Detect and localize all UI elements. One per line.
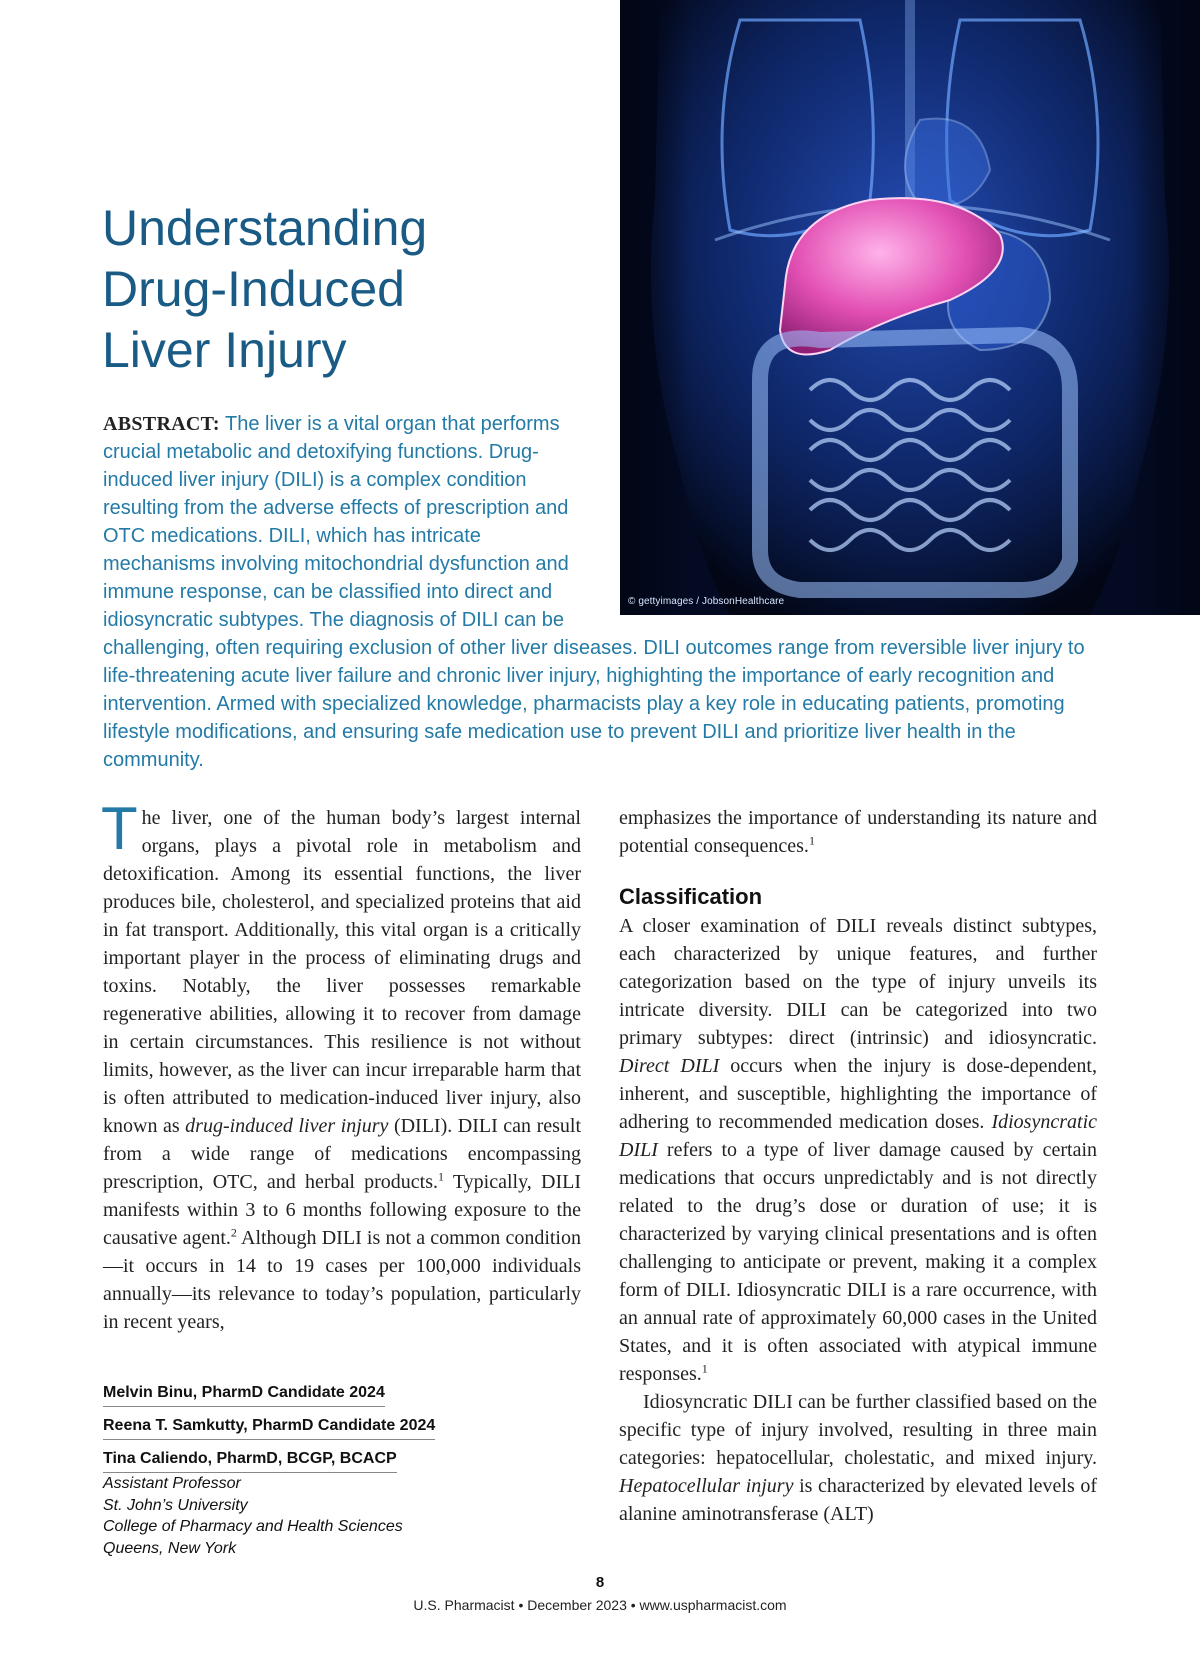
drop-cap: T xyxy=(101,795,138,862)
author-list xyxy=(103,1383,573,1568)
author-college: College of Pharmacy and Health Sciences xyxy=(103,1518,403,1535)
reference-marker: 1 xyxy=(701,1361,708,1376)
reference-marker: 1 xyxy=(808,833,815,848)
author xyxy=(103,1383,573,1407)
author xyxy=(103,1449,573,1559)
body-italic: Idiosyncratic DILI xyxy=(619,1111,1097,1161)
paragraph xyxy=(619,1388,1097,1528)
body-italic: Hepatocellular injury xyxy=(619,1475,794,1497)
title-line-1: Understanding xyxy=(102,200,428,256)
reference-marker: 2 xyxy=(230,1225,237,1240)
body-text: occurs when the injury is dose-dependent, inherent, and susceptible, highlighting the importance of adhering to recommended medication doses. xyxy=(619,1055,1097,1133)
body-text: Although DILI is not a common condition—it occurs in 14 to 19 cases per 100,000 individuals annually—its relevance to today’s population, particularly in recent years, xyxy=(103,1227,581,1333)
author-name: Melvin Binu, PharmD Candidate 2024 xyxy=(103,1383,385,1407)
title-line-2: Drug-Induced xyxy=(102,261,405,317)
body-text: he liver, one of the human body’s largest internal organs, plays a pivotal role in metabolism and detoxification. Among its essential functions, the liver produces bile, cholesterol, and specialized proteins that aid in fat transport. Additionally, this vital organ is a critically important player in the process of eliminating drugs and toxins. Notably, the liver possesses remarkable regenerative abilities, allowing it to recover from damage in certain circumstances. This resilience is not without limits, however, as the liver can incur irreparable harm that is often attributed to medication-induced liver injury, also known as xyxy=(103,807,581,1137)
abstract-label: ABSTRACT: xyxy=(103,413,220,435)
article-title xyxy=(102,198,602,381)
author-name: Reena T. Samkutty, PharmD Candidate 2024 xyxy=(103,1416,435,1440)
body-column-right xyxy=(619,912,1097,1528)
body-text: A closer examination of DILI reveals distinct subtypes, each characterized by unique features, and further categorization based on the type of injury unveils its intricate diversity. DILI can be categorized into two primary subtypes: direct (intrinsic) and idiosyncratic. xyxy=(619,915,1097,1049)
section-heading: Classification xyxy=(619,884,763,909)
author-title: Assistant Professor xyxy=(103,1475,241,1492)
body-italic: drug-induced liver injury xyxy=(185,1115,389,1137)
body-text: Idiosyncratic DILI can be further classified based on the specific type of injury involved, resulting in three main categories: hepatocellular, cholestatic, and mixed injury. xyxy=(619,1391,1097,1469)
body-italic: Direct DILI xyxy=(619,1055,720,1077)
publication-footer: U.S. Pharmacist • December 2023 • www.uspharmacist.com xyxy=(413,1597,787,1613)
author-institution: St. John’s University xyxy=(103,1496,248,1514)
reference-marker: 1 xyxy=(438,1169,445,1184)
body-text: Typically, DILI manifests within 3 to 6 months following exposure to the causative agent. xyxy=(103,1171,581,1249)
paragraph xyxy=(619,912,1097,1388)
body-column-right-continuation xyxy=(619,804,1097,860)
body-text: is characterized by elevated levels of alanine aminotransferase (ALT) xyxy=(619,1475,1098,1525)
body-text: refers to a type of liver damage caused by certain medications that occurs unpredictably and is not directly related to the drug’s dose or duration of use; it is characterized by varying clinical presentations and is often challenging to anticipate or prevent, making it a complex form of DILI. Idiosyncratic DILI is a rare occurrence, with an annual rate of approximately 60,000 cases in the United States, and it is often associated with atypical immune responses. xyxy=(619,1139,1097,1385)
body-text: emphasizes the importance of understanding its nature and potential consequences. xyxy=(619,807,1097,857)
body-text: (DILI). DILI can result from a wide range of medications encompassing prescription, OTC, and herbal products. xyxy=(103,1115,582,1193)
abstract-text: The liver is a vital organ that performs crucial metabolic and detoxifying functions. Drug-induced liver injury (DILI) is a complex condition resulting from the adverse effects of prescription and OTC medications. DILI, which has intricate mechanisms involving mitochondrial dysfunction and immune response, can be classified into direct and idiosyncratic subtypes. The diagnosis of DILI can be challenging, often requiring exclusion of other liver diseases. DILI outcomes range from reversible liver injury to life-threatening acute liver failure and chronic liver injury, highighting the importance of early recognition and intervention. Armed with specialized knowledge, pharmacists play a key role in educating patients, promoting lifestyle modifications, and ensuring safe medication use to prevent DILI and prioritize liver health in the community. xyxy=(103,413,1085,771)
abstract xyxy=(103,410,1108,774)
image-credit: © gettyimages / JobsonHealthcare xyxy=(628,596,785,607)
body-column-left xyxy=(101,795,582,1336)
author xyxy=(103,1416,573,1440)
page-number: 8 xyxy=(595,1574,605,1591)
title-line-3: Liver Injury xyxy=(102,322,347,378)
author-location: Queens, New York xyxy=(103,1539,237,1557)
author-name: Tina Caliendo, PharmD, BCGP, BCACP xyxy=(103,1449,397,1473)
